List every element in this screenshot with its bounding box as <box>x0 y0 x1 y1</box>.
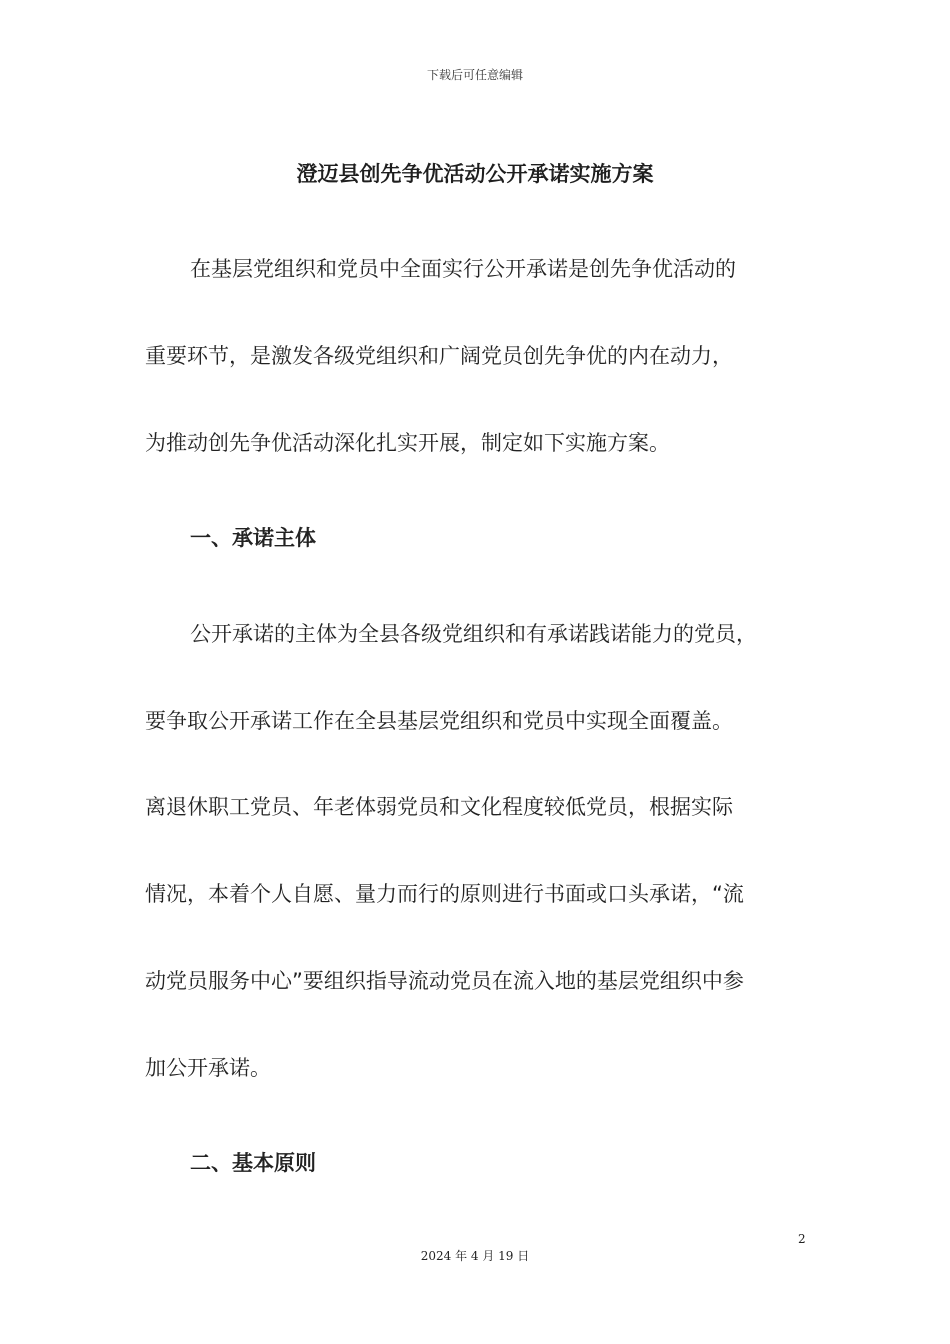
section-1-line-1: 公开承诺的主体为全县各级党组织和有承诺践诺能力的党员， <box>190 622 757 646</box>
document-title: 澄迈县创先争优活动公开承诺实施方案 <box>296 162 654 186</box>
section-heading-2: 二、基本原则 <box>190 1151 316 1175</box>
section-1-line-4: 情况，本着个人自愿、量力而行的原则进行书面或口头承诺，“流 <box>145 882 744 906</box>
header-note: 下载后可任意编辑 <box>426 68 523 82</box>
intro-line-1: 在基层党组织和党员中全面实行公开承诺是创先争优活动的 <box>190 257 736 281</box>
intro-line-3: 为推动创先争优活动深化扎实开展，制定如下实施方案。 <box>145 431 670 455</box>
page-number: 2 <box>798 1232 806 1246</box>
section-1-line-3: 离退休职工党员、年老体弱党员和文化程度较低党员，根据实际 <box>145 795 733 819</box>
section-heading-1: 一、承诺主体 <box>190 526 316 550</box>
intro-line-2: 重要环节，是激发各级党组织和广阔党员创先争优的内在动力， <box>145 344 733 368</box>
footer-date: 2024 年 4 月 19 日 <box>420 1249 530 1263</box>
section-1-line-5: 动党员服务中心”要组织指导流动党员在流入地的基层党组织中参 <box>145 969 744 993</box>
section-1-line-2: 要争取公开承诺工作在全县基层党组织和党员中实现全面覆盖。 <box>145 709 733 733</box>
section-1-line-6: 加公开承诺。 <box>145 1056 271 1080</box>
